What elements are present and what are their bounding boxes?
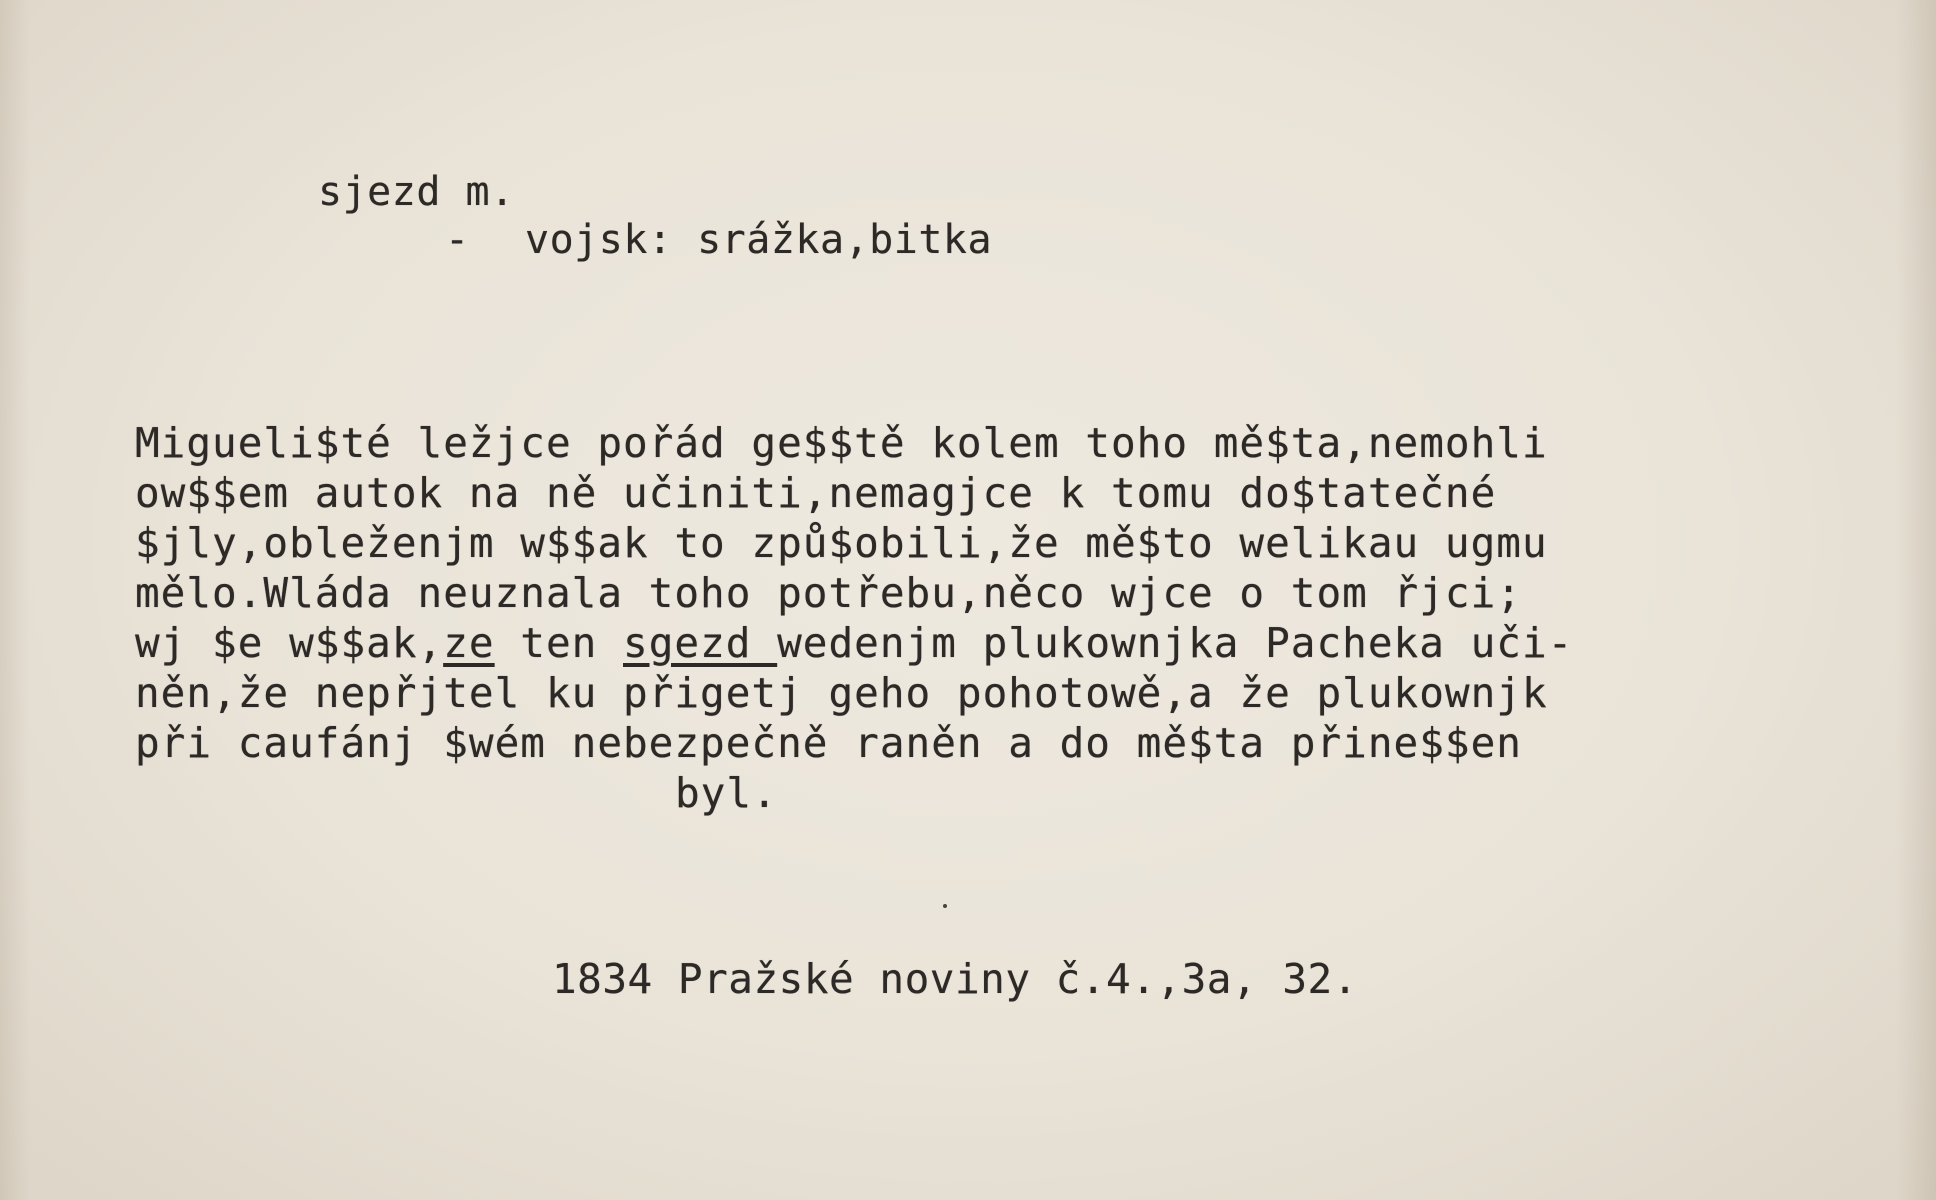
quotation-line: něn,že nepřjtel ku přigetj geho pohotowě,a že plukownjk [135,669,1548,717]
source-citation: 1834 Pražské noviny č.4.,3a, 32. [552,955,1358,1003]
quotation-line: Migueli$té ležjce pořád ge$$tě kolem toho mě$ta,nemohli [135,419,1548,467]
quotation-line: při caufánj $wém nebezpečně raněn a do mě$ta přine$$en [135,719,1522,767]
quotation-line: mělo.Wláda neuznala toho potřebu,něco wjce o tom řjci; [135,569,1522,617]
quotation-line: ow$$em autok na ně učiniti,nemagjce k tomu do$tatečné [135,469,1497,517]
quotation-text [135,418,1895,818]
definition-gloss: vojsk: srážka,bitka [525,217,993,263]
quotation-segment: ten [494,619,624,667]
quotation-segment: wedenjm plukownjka Pacheka uči- [777,619,1574,667]
underlined-headword-sgezd: sgezd [623,619,778,667]
entry-dash: - [445,217,470,263]
headword: sjezd m. [318,169,515,215]
quotation-line: $jly,obleženjm w$$ak to způ$obili,že mě$to welikau ugmu [135,519,1548,567]
quotation-line: byl. [675,769,778,817]
quotation-line [135,618,1895,668]
quotation-segment: wj $e w$$ak, [135,619,444,667]
ink-speck [943,904,947,908]
underlined-ze: ze [443,619,495,667]
